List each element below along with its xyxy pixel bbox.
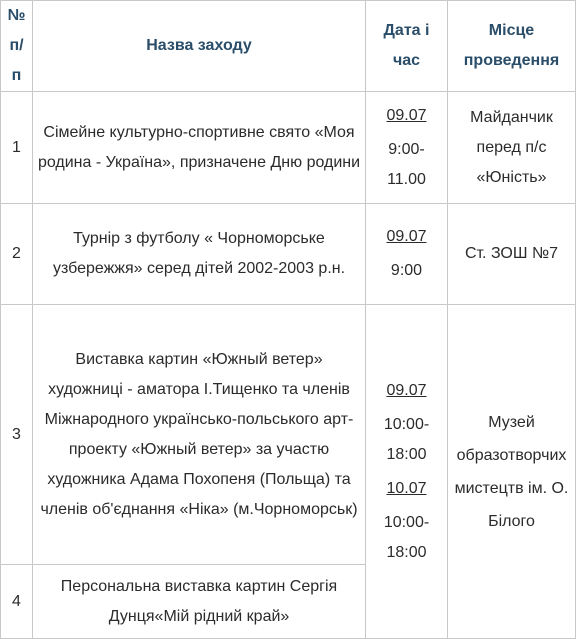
row-name: Персональна виставка картин Сергія Дунця«Мій рідний край» xyxy=(33,565,366,639)
row-name: Виставка картин «Южный ветер» художниці - аматора І.Тищенко та членів Міжнародного українсько-польського арт-проекту «Южный ветер» за участю художника Адама Похопеня (Польща) та членів об'єднання «Ніка» (м.Чорноморськ) xyxy=(33,305,366,565)
header-date: Дата і час xyxy=(366,1,448,92)
date-link[interactable]: 09.07 xyxy=(386,381,427,399)
date-link[interactable]: 09.07 xyxy=(386,228,427,245)
row-name: Сімейне культурно-спортивне свято «Моя родина - Україна», призначене Дню родини xyxy=(33,92,366,204)
row-place: Музей образотворчих мистецтв ім. О. Білого xyxy=(448,305,576,639)
row-date: 09.07 9:00 xyxy=(366,204,448,305)
table-row xyxy=(1,92,576,204)
row-date: 09.07 9:00-11.00 xyxy=(366,92,448,204)
row-num: 4 xyxy=(1,565,33,639)
header-num: № п/п xyxy=(1,1,33,92)
row-num: 2 xyxy=(1,204,33,305)
table-row xyxy=(1,305,576,565)
row-place: Майданчик перед п/с «Юність» xyxy=(448,92,576,204)
header-name: Назва заходу xyxy=(33,1,366,92)
row-num: 1 xyxy=(1,92,33,204)
table-row xyxy=(1,204,576,305)
row-name: Турнір з футболу « Чорноморське узбережжя» серед дітей 2002-2003 р.н. xyxy=(33,204,366,305)
row-num: 3 xyxy=(1,305,33,565)
date-link[interactable]: 09.07 xyxy=(386,106,427,124)
header-place: Місце проведення xyxy=(448,1,576,92)
table-header-row xyxy=(1,1,576,92)
row-place: Ст. ЗОШ №7 xyxy=(448,204,576,305)
row-date: 09.07 10:00-18:00 10.07 10:00-18:00 xyxy=(366,305,448,639)
date-link[interactable]: 10.07 xyxy=(386,479,427,497)
